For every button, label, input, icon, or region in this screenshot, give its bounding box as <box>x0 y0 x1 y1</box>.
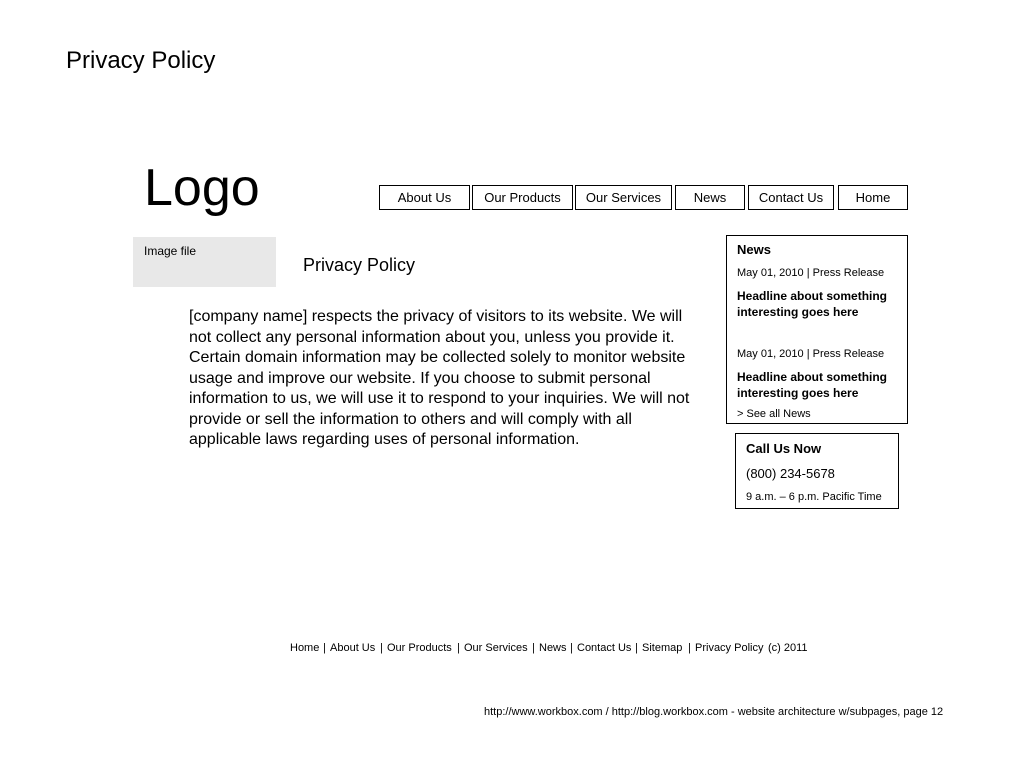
call-us-box <box>735 433 899 509</box>
footer-separator: | <box>380 642 383 654</box>
footer-link-sitemap[interactable]: Sitemap <box>642 642 683 654</box>
nav-our-services[interactable]: Our Services <box>575 185 672 210</box>
footer-link-contact-us[interactable]: Contact Us <box>577 642 632 654</box>
page-title: Privacy Policy <box>66 47 216 74</box>
see-all-news-link[interactable]: > See all News <box>737 408 811 420</box>
footer-link-about-us[interactable]: About Us <box>330 642 376 654</box>
image-placeholder <box>133 237 276 287</box>
footer-separator: | <box>688 642 691 654</box>
nav-contact-us[interactable]: Contact Us <box>748 185 834 210</box>
footer-link-our-services[interactable]: Our Services <box>464 642 528 654</box>
news-item-headline[interactable]: Headline about something interesting goes here <box>737 370 888 400</box>
nav-home[interactable]: Home <box>838 185 908 210</box>
nav-about-us[interactable]: About Us <box>379 185 470 210</box>
footer-link-news[interactable]: News <box>539 642 567 654</box>
footer-separator: | <box>457 642 460 654</box>
image-placeholder-label: Image file <box>144 244 197 258</box>
nav-news[interactable]: News <box>675 185 745 210</box>
news-item-date: May 01, 2010 | Press Release <box>737 267 885 279</box>
news-box <box>726 235 908 424</box>
news-item-headline[interactable]: Headline about something interesting goes here <box>737 289 888 319</box>
footer-copyright: (c) 2011 <box>768 642 808 654</box>
footer-link-privacy-policy[interactable]: Privacy Policy <box>695 642 764 654</box>
nav-our-products[interactable]: Our Products <box>472 185 573 210</box>
news-item-date: May 01, 2010 | Press Release <box>737 348 885 360</box>
content-heading: Privacy Policy <box>303 255 416 275</box>
footer-link-our-products[interactable]: Our Products <box>387 642 452 654</box>
footer-link-home[interactable]: Home <box>290 642 320 654</box>
business-hours: 9 a.m. – 6 p.m. Pacific Time <box>746 491 882 503</box>
page-footer: http://www.workbox.com / http://blog.workbox.com - website architecture w/subpages, page 12 <box>484 706 944 718</box>
footer-separator: | <box>570 642 573 654</box>
footer-separator: | <box>635 642 638 654</box>
news-title: News <box>737 242 771 257</box>
call-us-title: Call Us Now <box>746 441 822 456</box>
privacy-policy-text: [company name] respects the privacy of visitors to its website. We will not collect any personal information about you, unless you provide it. Certain domain information may be collected solely to monitor website usage and improve our website. If you choose to submit personal information to us, we will use it to respond to your inquiries. We will not provide or sell the information to others and will comply with all applicable laws regarding uses of personal information. <box>189 308 690 448</box>
footer-separator: | <box>532 642 535 654</box>
footer-separator: | <box>323 642 326 654</box>
phone-number[interactable]: (800) 234-5678 <box>746 466 835 481</box>
logo[interactable]: Logo <box>144 159 260 217</box>
